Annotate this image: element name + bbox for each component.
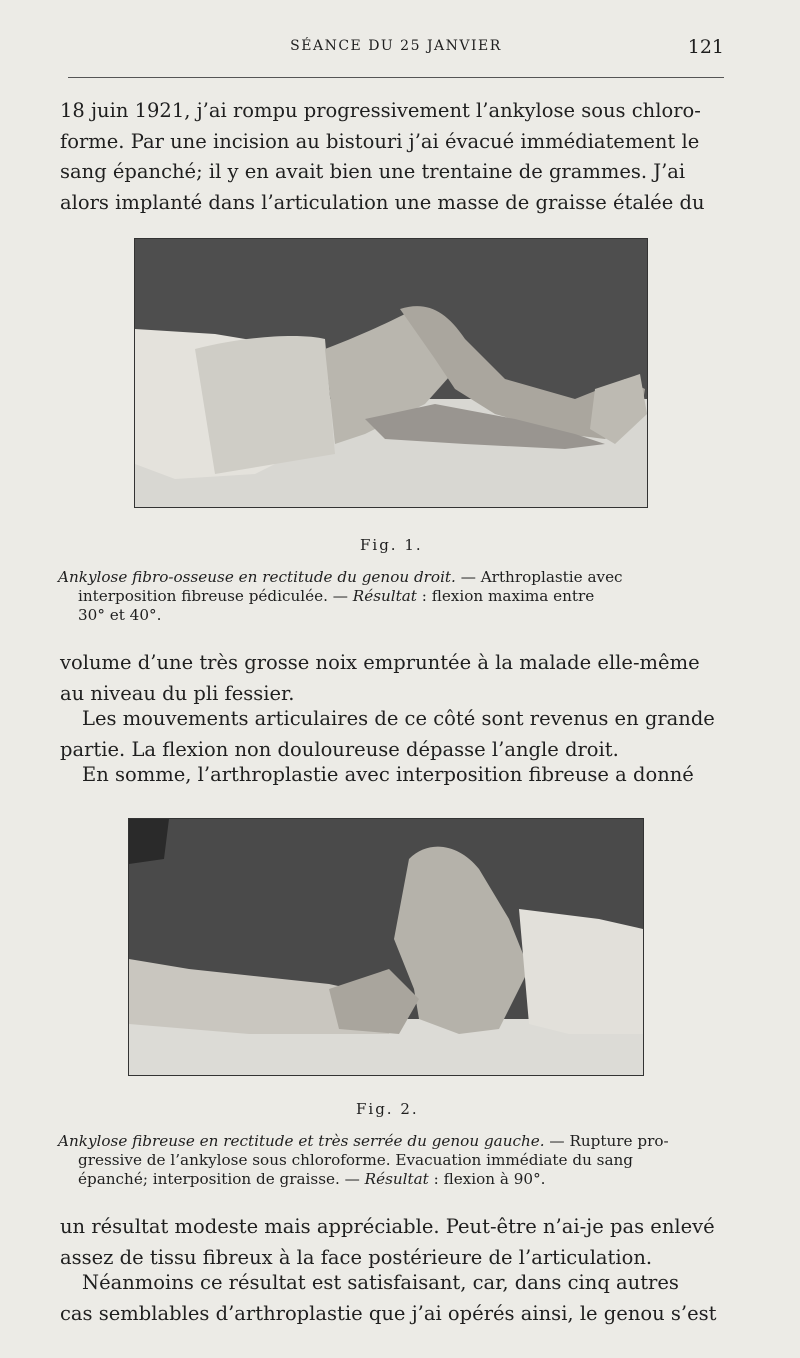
paragraph-6 <box>60 1268 720 1329</box>
paragraph-3 <box>60 704 720 765</box>
caption-text: — Arthroplastie avec <box>455 568 623 586</box>
text-line: alors implanté dans l’articulation une masse de graisse étalée du <box>60 190 705 214</box>
paragraph-2 <box>60 648 720 709</box>
paragraph-1 <box>60 96 720 218</box>
caption-text: épanché; interposition de graisse. — <box>78 1170 365 1188</box>
paragraph-5 <box>60 1212 720 1273</box>
caption-text: gressive de l’ankylose sous chloroforme. Evacuation immédiate du sang <box>78 1151 634 1169</box>
figure-2-caption <box>58 1132 722 1189</box>
text-line: forme. Par une incision au bistouri j’ai évacué immédiatement le <box>60 129 700 153</box>
caption-italic: Ankylose fibro-osseuse en rectitude du genou droit. <box>58 568 456 586</box>
figure-2-label: Fig. 2. <box>356 1100 419 1118</box>
caption-italic: Résultat <box>364 1170 429 1188</box>
text-line: partie. La flexion non douloureuse dépasse l’angle droit. <box>60 737 619 761</box>
figure-1-photo <box>134 238 648 508</box>
caption-text: interposition fibreuse pédiculée. — <box>78 587 353 605</box>
running-title: SÉANCE DU 25 JANVIER <box>290 38 502 54</box>
header-rule <box>68 77 724 78</box>
text-line: sang épanché; il y en avait bien une trentaine de grammes. J’ai <box>60 160 686 183</box>
caption-text: : flexion à 90°. <box>428 1170 546 1188</box>
paragraph-4 <box>60 760 720 791</box>
caption-text: — Rupture pro- <box>544 1132 669 1150</box>
text-line: 18 juin 1921, j’ai rompu progressivement l’ankylose sous chloro- <box>60 99 701 122</box>
text-line: Les mouvements articulaires de ce côté sont revenus en grande <box>82 707 715 730</box>
text-line: au niveau du pli fessier. <box>60 681 295 705</box>
text-line: En somme, l’arthroplastie avec interposition fibreuse a donné <box>82 763 694 786</box>
text-line: assez de tissu fibreux à la face postérieure de l’articulation. <box>60 1245 653 1269</box>
text-line: un résultat modeste mais appréciable. Peut-être n’ai-je pas enlevé <box>60 1215 715 1238</box>
text-line: cas semblables d’arthroplastie que j’ai opérés ainsi, le genou s’est <box>60 1301 717 1325</box>
running-header <box>68 36 724 60</box>
caption-text: 30° et 40°. <box>78 606 162 624</box>
text-line: volume d’une très grosse noix empruntée à la malade elle-même <box>60 651 700 674</box>
caption-italic: Ankylose fibreuse en rectitude et très serrée du genou gauche. <box>58 1132 545 1150</box>
figure-2-photo <box>128 818 644 1076</box>
caption-italic: Résultat <box>352 587 417 605</box>
caption-text: : flexion maxima entre <box>416 587 595 605</box>
text-line: Néanmoins ce résultat est satisfaisant, car, dans cinq autres <box>82 1271 679 1294</box>
figure-1-caption <box>58 568 722 625</box>
figure-1-label: Fig. 1. <box>360 536 423 554</box>
page-number: 121 <box>687 36 724 58</box>
